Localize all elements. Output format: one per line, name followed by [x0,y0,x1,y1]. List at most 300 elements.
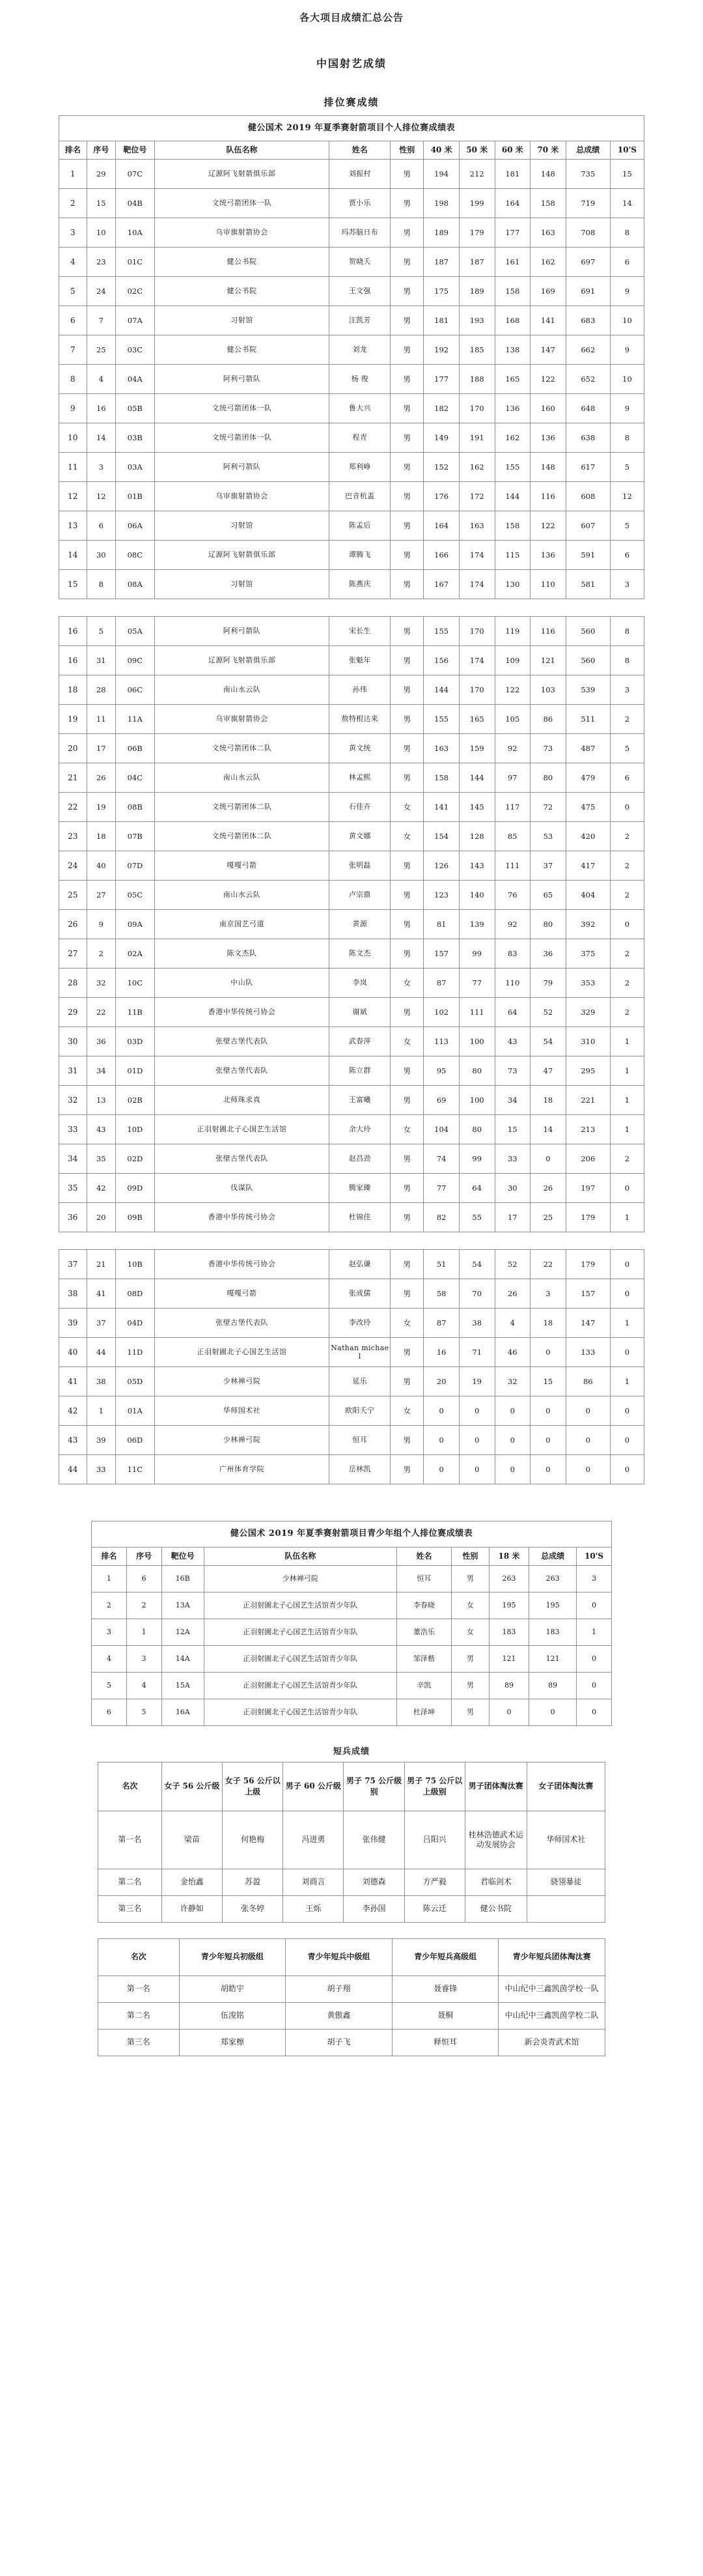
cell-target-no: 01C [115,248,154,277]
cell-athlete-name: 谭腾飞 [329,541,391,570]
cell-rank: 第一名 [98,1975,180,2002]
cell-total: 479 [566,763,610,793]
cell-team-name: 阿利弓箭队 [154,453,329,482]
cell-team-name: 健公书院 [154,335,329,365]
cell-rank: 9 [59,394,87,423]
cell-40m: 192 [424,335,460,365]
table-row [92,1592,612,1619]
cell-40m: 113 [424,1027,460,1056]
table-row [59,1174,644,1203]
cell-60m: 155 [495,453,531,482]
cell-target-no: 11B [115,998,154,1027]
cell-40m: 198 [424,189,460,218]
cell-men-over75kg: 陈云迁 [404,1895,465,1922]
table-row [59,482,644,511]
cell-rank: 5 [92,1672,127,1699]
cell-rank: 29 [59,998,87,1027]
cell-total: 511 [566,705,610,734]
cell-target-no: 12A [161,1619,204,1645]
cell-gender: 男 [391,939,424,969]
cell-athlete-name: 敖特根达来 [329,705,391,734]
cell-70m: 136 [531,541,566,570]
cell-athlete-name: 腾家臻 [329,1174,391,1203]
document-header: 各大项目成绩汇总公告 [299,12,404,23]
cell-athlete-name: 赵弘谦 [329,1250,391,1279]
cell-men-60kg: 王烁 [283,1895,344,1922]
cell-tens: 8 [610,218,644,248]
cell-tens: 15 [610,160,644,189]
cell-target-no: 07D [115,851,154,881]
cell-50m: 111 [459,998,495,1027]
cell-total: 195 [529,1592,577,1619]
cell-40m: 69 [424,1086,460,1115]
cell-target-no: 09B [115,1203,154,1232]
cell-target-no: 11D [115,1338,154,1367]
cell-70m: 14 [531,1115,566,1144]
cell-50m: 80 [459,1115,495,1144]
cell-tens: 2 [610,705,644,734]
cell-team-name: 习射馆 [154,306,329,335]
cell-team-name: 陈文杰队 [154,939,329,969]
cell-team-name: 文统弓箭团体二队 [154,793,329,822]
cell-women-56kg: 金怡鑫 [161,1869,222,1895]
cell-rank: 第二名 [98,2002,180,2029]
cell-women-team-elim: 骁翎暴徒 [527,1869,605,1895]
cell-athlete-name: 李岚 [329,969,391,998]
cell-seq: 26 [87,763,115,793]
cell-gender: 女 [391,1027,424,1056]
cell-60m: 17 [495,1203,531,1232]
cell-50m: 174 [459,646,495,675]
cell-gender: 女 [391,793,424,822]
cell-target-no: 04B [115,189,154,218]
cell-70m: 116 [531,617,566,646]
cell-60m: 76 [495,881,531,910]
cell-seq: 10 [87,218,115,248]
cell-target-no: 10C [115,969,154,998]
cell-target-no: 08A [115,570,154,599]
table-row [98,2029,605,2056]
cell-tens: 1 [610,1367,644,1396]
cell-total: 735 [566,160,610,189]
cell-40m: 77 [424,1174,460,1203]
cell-seq: 34 [87,1056,115,1086]
cell-team-name: 文统弓箭团体一队 [154,423,329,453]
cell-18m: 89 [489,1672,529,1699]
cell-tens: 3 [610,675,644,705]
cell-target-no: 06D [115,1426,154,1455]
cell-70m: 3 [531,1279,566,1309]
cell-tens: 2 [610,822,644,851]
cell-seq: 5 [87,617,115,646]
cell-athlete-name: 黄文统 [329,734,391,763]
duanbing-col-header-men-team-elim: 男子团体淘汰赛 [465,1762,527,1811]
cell-40m: 194 [424,160,460,189]
table-row [59,423,644,453]
cell-gender: 男 [391,335,424,365]
cell-rank: 13 [59,511,87,541]
cell-40m: 87 [424,1309,460,1338]
cell-50m: 185 [459,335,495,365]
cell-seq: 41 [87,1279,115,1309]
cell-70m: 0 [531,1396,566,1426]
cell-total: 183 [529,1619,577,1645]
cell-team-name: 阿利弓箭队 [154,365,329,394]
cell-gender: 男 [391,617,424,646]
cell-total: 329 [566,998,610,1027]
cell-tens: 6 [610,541,644,570]
table-row [59,1426,644,1455]
cell-70m: 72 [531,793,566,822]
cell-50m: 38 [459,1309,495,1338]
cell-athlete-name: 刘龙 [329,335,391,365]
cell-team-name: 少林禅弓院 [204,1565,396,1592]
cell-50m: 187 [459,248,495,277]
cell-60m: 158 [495,511,531,541]
cell-gender: 男 [452,1699,489,1725]
cell-gender: 男 [452,1645,489,1672]
cell-70m: 86 [531,705,566,734]
cell-gender: 男 [391,1367,424,1396]
cell-gender: 男 [391,675,424,705]
cell-target-no: 02B [115,1086,154,1115]
cell-tens: 8 [610,617,644,646]
cell-total: 560 [566,617,610,646]
cell-seq: 17 [87,734,115,763]
cell-gender: 男 [391,394,424,423]
table-row [59,1396,644,1426]
cell-target-no: 08D [115,1279,154,1309]
cell-target-no: 03D [115,1027,154,1056]
cell-seq: 14 [87,423,115,453]
youth-col-header-target-no: 靶位号 [161,1547,204,1565]
cell-total: 662 [566,335,610,365]
cell-rank: 24 [59,851,87,881]
cell-total: 719 [566,189,610,218]
cell-team-name: 健公书院 [154,248,329,277]
cell-50m: 145 [459,793,495,822]
table-row [98,2002,605,2029]
cell-gender: 男 [391,1426,424,1455]
cell-rank: 44 [59,1455,87,1484]
cell-target-no: 14A [161,1645,204,1672]
cell-athlete-name: 李改玲 [329,1309,391,1338]
cell-rank: 40 [59,1338,87,1367]
table-row [59,705,644,734]
table-row [59,910,644,939]
duanbing-col-header-men-over75kg: 男子 75 公斤以上级别 [404,1762,465,1811]
table-row [59,365,644,394]
duanbing-youth-results-table [98,1938,605,2056]
cell-60m: 165 [495,365,531,394]
col-header-athlete-name: 姓名 [329,141,391,160]
cell-gender: 男 [391,306,424,335]
cell-gender: 男 [391,277,424,306]
cell-40m: 0 [424,1396,460,1426]
youth-table-caption: 健公国术 2019 年夏季赛射箭项目青少年组个人排位赛成绩表 [92,1522,612,1547]
cell-men-team-elim: 健公书院 [465,1895,527,1922]
cell-seq: 9 [87,910,115,939]
cell-60m: 85 [495,822,531,851]
cell-team-name: 香港中华传统弓协会 [154,1250,329,1279]
table-row [92,1565,612,1592]
duanbing-youth-col-header-advanced: 青少年短兵高级组 [392,1938,499,1975]
table-row [59,1144,644,1174]
cell-target-no: 01B [115,482,154,511]
cell-target-no: 05A [115,617,154,646]
cell-40m: 157 [424,939,460,969]
table-row [92,1619,612,1645]
cell-18m: 183 [489,1619,529,1645]
cell-40m: 0 [424,1455,460,1484]
cell-seq: 43 [87,1115,115,1144]
cell-rank: 4 [59,248,87,277]
cell-gender: 男 [391,248,424,277]
cell-team-name: 伐谋队 [154,1174,329,1203]
cell-40m: 0 [424,1426,460,1455]
cell-seq: 24 [87,277,115,306]
cell-seq: 7 [87,306,115,335]
cell-60m: 46 [495,1338,531,1367]
cell-60m: 109 [495,646,531,675]
cell-seq: 28 [87,675,115,705]
cell-athlete-name: 鲁大兴 [329,394,391,423]
cell-total: 652 [566,365,610,394]
cell-athlete-name: 张成儒 [329,1279,391,1309]
cell-team-name: 香港中华传统弓协会 [154,998,329,1027]
cell-athlete-name: 赵昌劲 [329,1144,391,1174]
duanbing-col-header-men-75kg: 男子 75 公斤级别 [344,1762,404,1811]
cell-total: 121 [529,1645,577,1672]
cell-60m: 117 [495,793,531,822]
cell-target-no: 05B [115,394,154,423]
cell-rank: 35 [59,1174,87,1203]
cell-intermediate: 黄傲鑫 [286,2002,393,2029]
col-header-tens: 10'S [610,141,644,160]
cell-70m: 121 [531,646,566,675]
cell-tens: 6 [610,763,644,793]
cell-70m: 163 [531,218,566,248]
cell-target-no: 02D [115,1144,154,1174]
cell-40m: 87 [424,969,460,998]
table-row [59,218,644,248]
cell-men-60kg: 冯进勇 [283,1811,344,1869]
table-row [59,1203,644,1232]
cell-rank: 31 [59,1056,87,1086]
cell-total: 0 [566,1426,610,1455]
cell-athlete-name: 黄源 [329,910,391,939]
col-header-team-name: 队伍名称 [154,141,329,160]
table-row [59,189,644,218]
cell-target-no: 11A [115,705,154,734]
cell-gender: 男 [391,998,424,1027]
cell-team-name: 文统弓箭团体二队 [154,734,329,763]
cell-total: 697 [566,248,610,277]
cell-rank: 36 [59,1203,87,1232]
cell-tens: 8 [610,423,644,453]
cell-target-no: 11C [115,1455,154,1484]
table-row [98,1895,605,1922]
cell-athlete-name: 王文强 [329,277,391,306]
cell-target-no: 09A [115,910,154,939]
cell-total: 638 [566,423,610,453]
cell-40m: 144 [424,675,460,705]
cell-athlete-name: 张魁年 [329,646,391,675]
cell-athlete-name: 董浩乐 [396,1619,452,1645]
youth-table-caption-row [92,1522,612,1547]
col-header-rank: 排名 [59,141,87,160]
cell-total: 417 [566,851,610,881]
cell-rank: 第一名 [98,1811,162,1869]
cell-tens: 14 [610,189,644,218]
cell-total: 581 [566,570,610,599]
cell-gender: 男 [391,1455,424,1484]
cell-70m: 22 [531,1250,566,1279]
cell-athlete-name: 杜锦佳 [329,1203,391,1232]
cell-tens: 5 [610,453,644,482]
cell-50m: 179 [459,218,495,248]
cell-rank: 6 [92,1699,127,1725]
cell-rank: 30 [59,1027,87,1056]
cell-total: 310 [566,1027,610,1056]
cell-seq: 18 [87,822,115,851]
cell-40m: 155 [424,617,460,646]
cell-seq: 5 [126,1699,161,1725]
cell-70m: 52 [531,998,566,1027]
cell-40m: 155 [424,705,460,734]
cell-tens: 0 [577,1592,612,1619]
cell-70m: 158 [531,189,566,218]
cell-athlete-name: 恒耳 [396,1565,452,1592]
cell-athlete-name: 程青 [329,423,391,453]
cell-60m: 111 [495,851,531,881]
main-table-caption: 健公国术 2019 年夏季赛射箭项目个人排位赛成绩表 [59,116,644,141]
cell-rank: 23 [59,822,87,851]
cell-target-no: 05D [115,1367,154,1396]
cell-total: 607 [566,511,610,541]
cell-advanced: 释恒耳 [392,2029,499,2056]
cell-seq: 40 [87,851,115,881]
cell-athlete-name: 林孟熙 [329,763,391,793]
cell-total: 392 [566,910,610,939]
table-row [98,1975,605,2002]
cell-18m: 195 [489,1592,529,1619]
cell-athlete-name: 辛凯 [396,1672,452,1699]
table-row [59,763,644,793]
cell-women-over56kg: 何艳梅 [222,1811,283,1869]
cell-athlete-name: 贾小乐 [329,189,391,218]
cell-60m: 105 [495,705,531,734]
cell-gender: 男 [391,1250,424,1279]
cell-athlete-name: 郑利峥 [329,453,391,482]
cell-seq: 2 [126,1592,161,1619]
cell-team-name: 中山队 [154,969,329,998]
youth-table-body [92,1565,612,1725]
cell-rank: 18 [59,675,87,705]
table-row [59,1250,644,1279]
cell-60m: 0 [495,1426,531,1455]
table-row [59,570,644,599]
cell-40m: 166 [424,541,460,570]
cell-target-no: 09D [115,1174,154,1203]
table-row [98,1869,605,1895]
cell-seq: 21 [87,1250,115,1279]
cell-18m: 0 [489,1699,529,1725]
col-header-40m: 40 米 [424,141,460,160]
cell-target-no: 07A [115,306,154,335]
cell-gender: 男 [391,570,424,599]
cell-tens: 0 [610,793,644,822]
cell-70m: 110 [531,570,566,599]
cell-target-no: 16B [161,1565,204,1592]
cell-tens: 1 [610,1056,644,1086]
cell-rank: 11 [59,453,87,482]
cell-women-56kg: 许静如 [161,1895,222,1922]
cell-gender: 男 [391,365,424,394]
cell-gender: 男 [391,881,424,910]
col-header-seq: 序号 [87,141,115,160]
cell-60m: 162 [495,423,531,453]
cell-50m: 71 [459,1338,495,1367]
cell-40m: 164 [424,511,460,541]
cell-total: 157 [566,1279,610,1309]
cell-total: 133 [566,1338,610,1367]
cell-tens: 1 [577,1619,612,1645]
duanbing-youth-header-row [98,1938,605,1975]
cell-rank: 1 [92,1565,127,1592]
cell-70m: 65 [531,881,566,910]
cell-seq: 22 [87,998,115,1027]
cell-team-name: 嘎嘎弓箭 [154,1279,329,1309]
cell-total: 197 [566,1174,610,1203]
table-row [59,248,644,277]
cell-rank: 1 [59,160,87,189]
cell-team-name: 华师国术社 [154,1396,329,1426]
cell-athlete-name: 陈燕庆 [329,570,391,599]
cell-target-no: 10A [115,218,154,248]
cell-beginner: 胡皓宇 [179,1975,286,2002]
cell-60m: 158 [495,277,531,306]
cell-tens: 10 [610,365,644,394]
main-table-head [59,116,644,160]
cell-team-name: 嘎嘎弓箭 [154,851,329,881]
table-row [59,1115,644,1144]
cell-team-name: 辽源阿飞射箭俱乐部 [154,160,329,189]
table-row [59,1367,644,1396]
cell-target-no: 13A [161,1592,204,1619]
cell-rank: 第三名 [98,2029,180,2056]
cell-target-no: 05C [115,881,154,910]
cell-rank: 37 [59,1250,87,1279]
cell-tens: 0 [577,1645,612,1672]
cell-athlete-name: 杜泽坤 [396,1699,452,1725]
cell-tens: 9 [610,277,644,306]
cell-60m: 110 [495,969,531,998]
col-header-target-no: 靶位号 [115,141,154,160]
cell-gender: 女 [391,822,424,851]
cell-70m: 0 [531,1338,566,1367]
cell-gender: 男 [391,646,424,675]
cell-70m: 136 [531,423,566,453]
cell-50m: 99 [459,1144,495,1174]
cell-tens: 5 [610,734,644,763]
duanbing-table-wrapper [98,1762,605,1923]
cell-gender: 男 [391,423,424,453]
cell-70m: 26 [531,1174,566,1203]
duanbing-title: 短兵成绩 [333,1746,370,1757]
main-results-table-wrapper [59,115,644,1484]
cell-60m: 177 [495,218,531,248]
